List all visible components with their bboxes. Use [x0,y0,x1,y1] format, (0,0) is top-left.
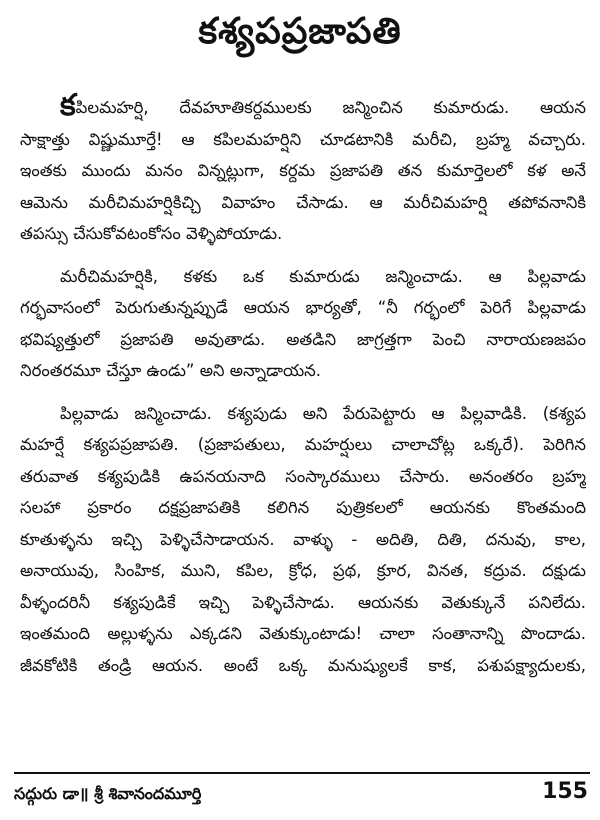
text-line: సాక్షాత్తు విష్ణుమూర్తే! ఆ కపిలమహర్షిని చూడటానికి మరీచి, బ్రహ్మ వచ్చారు. [20,129,586,149]
text-line: కూతుళ్ళను ఇచ్చి పెళ్ళిచేసాడాయన. వాళ్ళు - అదితి, దితి, దనువు, కాల, [20,529,586,549]
text-line: ఇంతకు ముందు మనం విన్నట్లుగా, కర్దమ ప్రజాపతి తన కుమార్తెలలో కళ అనే [20,161,586,180]
body-text [20,92,586,692]
text-line: మరీచిమహర్షికి, కళకు ఒక కుమారుడు జన్మించాడు. ఆ పిల్లవాడు [60,266,586,286]
text-line: ఆమెను మరీచిమహర్షికిచ్చి వివాహం చేసాడు. ఆ మరీచిమహర్షి తపోవనానికి [20,192,586,212]
chapter-title: కశ్యపప్రజాపతి [198,11,402,52]
text-line: ఇంతమంది అల్లుళ్ళను ఎక్కడని వెతుక్కుంటాడు! చాలా సంతానాన్ని పొందాడు. [20,624,586,643]
footer-divider [14,772,590,774]
text-line: అనాయువు, సింహిక, ముని, కపిల, క్రోధ, ప్రథ, క్రూర, వినత, కద్రువ. దక్షుడు [20,561,586,580]
text-line [20,92,586,124]
text-line: పిల్లవాడు జన్మించాడు. కశ్యపుడు అని పేరుపెట్టారు ఆ పిల్లవాడికి. (కశ్యప [60,403,586,423]
page-number: 155 [542,779,588,804]
text-line: మహర్షే కశ్యపప్రజాపతి. (ప్రజాపతులు, మహర్షులు చాలాచోట్ల ఒక్కరే). పెరిగిన [20,435,586,454]
paragraph-1 [20,92,586,250]
paragraph-2 [20,261,586,387]
text-line: గర్భవాసంలో పెరుగుతున్నప్పుడే ఆయన భార్యతో, “నీ గర్భంలో పెరిగే పిల్లవాడు [20,298,586,317]
text-line: తరువాత కశ్యపుడికి ఉపనయనాది సంస్కారములు చేసారు. అనంతరం బ్రహ్మ [20,466,586,486]
text-line: వీళ్ళందరినీ కశ్యపుడికే ఇచ్చి పెళ్ళిచేసాడు. ఆయనకు వెతుక్కునే పనిలేదు. [20,592,586,612]
text-line: నిరంతరమూ చేస్తూ ఉండు” అని అన్నాడాయన. [20,361,321,380]
text-line: జీవకోటికి తండ్రి ఆయన. అంటే ఒక్క మనుష్యులకే కాక, పశుపక్ష్యాదులకు, [20,655,586,675]
text-line: భవిష్యత్తులో ప్రజాపతి అవుతాడు. అతడిని జాగ్రత్తగా పెంచి నారాయణజపం [20,329,586,349]
text-line-content: పిలమహర్షి, దేవహూతికర్దములకు జన్మించిన కుమారుడు. ఆయన [75,98,586,117]
drop-cap: క [60,92,76,123]
text-line: సలహా ప్రకారం దక్షప్రజాపతికి కలిగిన పుత్రికలలో ఆయనకు కొంతమంది [20,498,586,517]
paragraph-3 [20,398,586,682]
footer-author: సద్గురు డా॥ శ్రీ శివానందమూర్తి [14,784,202,803]
text-line: తపస్సు చేసుకోవటంకోసం వెళ్ళిపోయాడు. [20,224,283,243]
